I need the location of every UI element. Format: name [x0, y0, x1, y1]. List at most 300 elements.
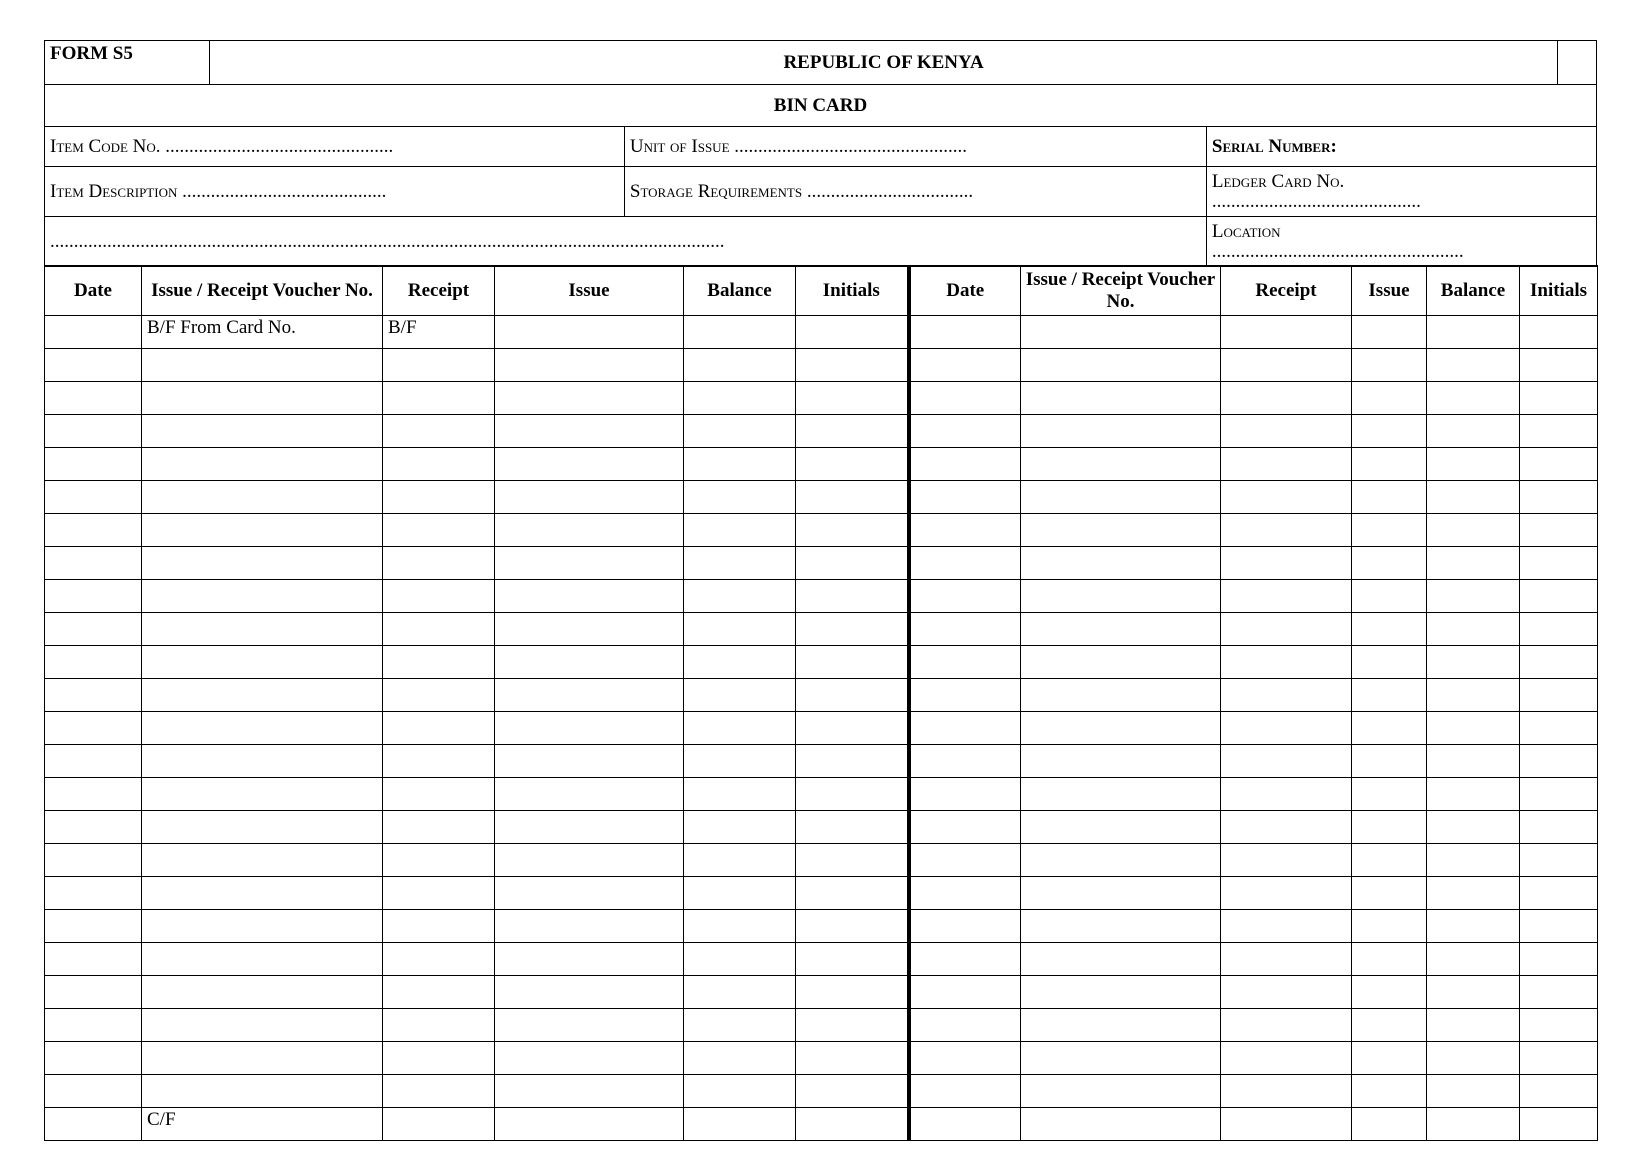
- cell-issue-left[interactable]: [495, 580, 684, 613]
- cell-issue-right[interactable]: [1352, 712, 1427, 745]
- cell-initials-right[interactable]: [1520, 382, 1598, 415]
- cell-issue-right[interactable]: [1352, 976, 1427, 1009]
- item-code-field[interactable]: Item Code No. ................................................: [45, 127, 625, 167]
- cell-date-left[interactable]: [45, 811, 142, 844]
- cell-voucher-right[interactable]: [1021, 877, 1221, 910]
- cell-balance-left[interactable]: [684, 1108, 796, 1141]
- cell-date-left[interactable]: [45, 481, 142, 514]
- cell-issue-right[interactable]: [1352, 481, 1427, 514]
- cell-initials-left[interactable]: [796, 1108, 909, 1141]
- cell-initials-left[interactable]: [796, 877, 909, 910]
- cell-receipt-left[interactable]: [383, 811, 495, 844]
- cell-receipt-right[interactable]: [1221, 481, 1352, 514]
- cell-receipt-left[interactable]: [383, 646, 495, 679]
- cell-date-right[interactable]: [909, 1009, 1021, 1042]
- cell-issue-right[interactable]: [1352, 877, 1427, 910]
- cell-date-right[interactable]: [909, 877, 1021, 910]
- cell-initials-left[interactable]: [796, 745, 909, 778]
- cell-receipt-right[interactable]: [1221, 448, 1352, 481]
- cell-balance-left[interactable]: [684, 580, 796, 613]
- cell-initials-right[interactable]: [1520, 778, 1598, 811]
- cell-initials-right[interactable]: [1520, 1108, 1598, 1141]
- cell-balance-left[interactable]: [684, 613, 796, 646]
- cell-issue-left[interactable]: [495, 910, 684, 943]
- cell-receipt-right[interactable]: [1221, 943, 1352, 976]
- cell-receipt-right[interactable]: [1221, 712, 1352, 745]
- cell-receipt-right[interactable]: [1221, 316, 1352, 349]
- cell-date-left[interactable]: [45, 646, 142, 679]
- cell-voucher-left[interactable]: [142, 778, 383, 811]
- cell-issue-left[interactable]: [495, 1042, 684, 1075]
- cell-voucher-right[interactable]: [1021, 1009, 1221, 1042]
- cell-balance-left[interactable]: [684, 745, 796, 778]
- cell-voucher-right[interactable]: [1021, 976, 1221, 1009]
- cell-initials-right[interactable]: [1520, 646, 1598, 679]
- cell-date-right[interactable]: [909, 415, 1021, 448]
- cell-balance-right[interactable]: [1427, 415, 1520, 448]
- cell-initials-left[interactable]: [796, 415, 909, 448]
- cell-date-right[interactable]: [909, 679, 1021, 712]
- cell-issue-right[interactable]: [1352, 1108, 1427, 1141]
- cell-issue-right[interactable]: [1352, 382, 1427, 415]
- cell-receipt-right[interactable]: [1221, 1108, 1352, 1141]
- cell-issue-right[interactable]: [1352, 1009, 1427, 1042]
- cell-issue-left[interactable]: [495, 481, 684, 514]
- cell-date-right[interactable]: [909, 910, 1021, 943]
- cell-date-left[interactable]: [45, 514, 142, 547]
- cell-date-right[interactable]: [909, 943, 1021, 976]
- cell-voucher-left[interactable]: [142, 976, 383, 1009]
- cell-voucher-left[interactable]: [142, 547, 383, 580]
- cell-date-right[interactable]: [909, 382, 1021, 415]
- cell-receipt-left[interactable]: [383, 580, 495, 613]
- cell-voucher-left[interactable]: [142, 679, 383, 712]
- cell-receipt-right[interactable]: [1221, 679, 1352, 712]
- cell-issue-right[interactable]: [1352, 778, 1427, 811]
- cell-voucher-right[interactable]: [1021, 778, 1221, 811]
- cell-balance-left[interactable]: [684, 910, 796, 943]
- cell-date-left[interactable]: [45, 316, 142, 349]
- cell-receipt-left[interactable]: [383, 745, 495, 778]
- cell-issue-right[interactable]: [1352, 844, 1427, 877]
- cell-issue-right[interactable]: [1352, 943, 1427, 976]
- cell-voucher-left[interactable]: B/F From Card No.: [142, 316, 383, 349]
- cell-initials-right[interactable]: [1520, 613, 1598, 646]
- cell-initials-right[interactable]: [1520, 712, 1598, 745]
- cell-receipt-left[interactable]: [383, 778, 495, 811]
- cell-initials-left[interactable]: [796, 349, 909, 382]
- unit-of-issue-field[interactable]: Unit of Issue .................................................: [624, 127, 1206, 167]
- cell-issue-right[interactable]: [1352, 547, 1427, 580]
- cell-voucher-right[interactable]: [1021, 580, 1221, 613]
- cell-balance-left[interactable]: [684, 679, 796, 712]
- cell-balance-left[interactable]: [684, 646, 796, 679]
- cell-voucher-left[interactable]: [142, 580, 383, 613]
- cell-receipt-right[interactable]: [1221, 1075, 1352, 1108]
- cell-date-left[interactable]: [45, 1009, 142, 1042]
- cell-initials-right[interactable]: [1520, 976, 1598, 1009]
- cell-receipt-right[interactable]: [1221, 415, 1352, 448]
- cell-issue-left[interactable]: [495, 1009, 684, 1042]
- cell-voucher-right[interactable]: [1021, 1075, 1221, 1108]
- cell-balance-left[interactable]: [684, 811, 796, 844]
- cell-initials-right[interactable]: [1520, 745, 1598, 778]
- cell-issue-right[interactable]: [1352, 811, 1427, 844]
- cell-balance-right[interactable]: [1427, 316, 1520, 349]
- cell-balance-right[interactable]: [1427, 349, 1520, 382]
- cell-date-right[interactable]: [909, 646, 1021, 679]
- cell-voucher-left[interactable]: [142, 844, 383, 877]
- cell-receipt-right[interactable]: [1221, 514, 1352, 547]
- cell-initials-right[interactable]: [1520, 811, 1598, 844]
- cell-balance-left[interactable]: [684, 415, 796, 448]
- cell-receipt-right[interactable]: [1221, 349, 1352, 382]
- cell-initials-left[interactable]: [796, 943, 909, 976]
- cell-receipt-right[interactable]: [1221, 877, 1352, 910]
- cell-balance-left[interactable]: [684, 547, 796, 580]
- cell-issue-left[interactable]: [495, 1108, 684, 1141]
- cell-balance-right[interactable]: [1427, 613, 1520, 646]
- cell-voucher-right[interactable]: [1021, 481, 1221, 514]
- cell-voucher-right[interactable]: [1021, 349, 1221, 382]
- cell-receipt-right[interactable]: [1221, 613, 1352, 646]
- cell-initials-right[interactable]: [1520, 877, 1598, 910]
- cell-voucher-left[interactable]: [142, 613, 383, 646]
- cell-voucher-left[interactable]: [142, 877, 383, 910]
- cell-receipt-right[interactable]: [1221, 976, 1352, 1009]
- cell-initials-right[interactable]: [1520, 679, 1598, 712]
- cell-receipt-right[interactable]: [1221, 745, 1352, 778]
- cell-receipt-left[interactable]: [383, 415, 495, 448]
- cell-balance-left[interactable]: [684, 877, 796, 910]
- cell-date-right[interactable]: [909, 1042, 1021, 1075]
- cell-initials-right[interactable]: [1520, 349, 1598, 382]
- cell-receipt-left[interactable]: [383, 910, 495, 943]
- cell-initials-right[interactable]: [1520, 547, 1598, 580]
- cell-issue-left[interactable]: [495, 415, 684, 448]
- cell-initials-right[interactable]: [1520, 1042, 1598, 1075]
- cell-date-left[interactable]: [45, 910, 142, 943]
- cell-date-left[interactable]: [45, 877, 142, 910]
- cell-initials-left[interactable]: [796, 613, 909, 646]
- cell-date-right[interactable]: [909, 811, 1021, 844]
- cell-date-right[interactable]: [909, 613, 1021, 646]
- cell-initials-left[interactable]: [796, 580, 909, 613]
- cell-issue-right[interactable]: [1352, 910, 1427, 943]
- cell-date-left[interactable]: [45, 712, 142, 745]
- serial-number-field[interactable]: Serial Number:: [1206, 127, 1596, 167]
- cell-voucher-left[interactable]: [142, 382, 383, 415]
- cell-voucher-right[interactable]: [1021, 514, 1221, 547]
- cell-initials-left[interactable]: [796, 778, 909, 811]
- cell-balance-right[interactable]: [1427, 1009, 1520, 1042]
- cell-receipt-left[interactable]: [383, 943, 495, 976]
- cell-date-left[interactable]: [45, 1075, 142, 1108]
- cell-issue-left[interactable]: [495, 316, 684, 349]
- cell-date-left[interactable]: [45, 547, 142, 580]
- item-description-field[interactable]: Item Description ...........................................: [45, 167, 625, 217]
- cell-date-left[interactable]: [45, 580, 142, 613]
- cell-date-right[interactable]: [909, 349, 1021, 382]
- cell-balance-right[interactable]: [1427, 976, 1520, 1009]
- cell-receipt-left[interactable]: [383, 679, 495, 712]
- cell-receipt-left[interactable]: [383, 1108, 495, 1141]
- cell-date-left[interactable]: [45, 349, 142, 382]
- cell-issue-left[interactable]: [495, 712, 684, 745]
- cell-receipt-left[interactable]: [383, 613, 495, 646]
- cell-date-right[interactable]: [909, 844, 1021, 877]
- cell-issue-right[interactable]: [1352, 349, 1427, 382]
- cell-issue-right[interactable]: [1352, 646, 1427, 679]
- cell-initials-left[interactable]: [796, 1009, 909, 1042]
- ledger-card-field[interactable]: [1206, 167, 1596, 217]
- cell-date-left[interactable]: [45, 415, 142, 448]
- cell-balance-left[interactable]: [684, 844, 796, 877]
- cell-receipt-left[interactable]: [383, 1009, 495, 1042]
- cell-voucher-right[interactable]: [1021, 613, 1221, 646]
- cell-voucher-right[interactable]: [1021, 316, 1221, 349]
- cell-receipt-left[interactable]: [383, 844, 495, 877]
- cell-issue-right[interactable]: [1352, 745, 1427, 778]
- cell-date-right[interactable]: [909, 481, 1021, 514]
- cell-issue-left[interactable]: [495, 1075, 684, 1108]
- cell-initials-left[interactable]: [796, 1075, 909, 1108]
- cell-voucher-right[interactable]: [1021, 943, 1221, 976]
- cell-issue-left[interactable]: [495, 976, 684, 1009]
- cell-voucher-left[interactable]: [142, 712, 383, 745]
- cell-receipt-right[interactable]: [1221, 382, 1352, 415]
- cell-date-right[interactable]: [909, 1075, 1021, 1108]
- cell-initials-right[interactable]: [1520, 415, 1598, 448]
- cell-receipt-left[interactable]: [383, 349, 495, 382]
- cell-balance-left[interactable]: [684, 349, 796, 382]
- cell-balance-right[interactable]: [1427, 844, 1520, 877]
- cell-voucher-left[interactable]: [142, 415, 383, 448]
- cell-initials-left[interactable]: [796, 646, 909, 679]
- cell-date-left[interactable]: [45, 943, 142, 976]
- cell-voucher-right[interactable]: [1021, 547, 1221, 580]
- cell-voucher-right[interactable]: [1021, 844, 1221, 877]
- cell-voucher-right[interactable]: [1021, 745, 1221, 778]
- cell-receipt-left[interactable]: [383, 481, 495, 514]
- cell-balance-left[interactable]: [684, 316, 796, 349]
- cell-issue-right[interactable]: [1352, 679, 1427, 712]
- cell-date-left[interactable]: [45, 976, 142, 1009]
- cell-balance-right[interactable]: [1427, 580, 1520, 613]
- cell-balance-right[interactable]: [1427, 910, 1520, 943]
- cell-date-left[interactable]: [45, 448, 142, 481]
- cell-date-left[interactable]: [45, 613, 142, 646]
- cell-initials-left[interactable]: [796, 976, 909, 1009]
- cell-voucher-left[interactable]: [142, 811, 383, 844]
- location-field[interactable]: [1206, 217, 1596, 267]
- cell-date-left[interactable]: [45, 778, 142, 811]
- cell-issue-left[interactable]: [495, 448, 684, 481]
- cell-date-right[interactable]: [909, 514, 1021, 547]
- cell-voucher-left[interactable]: [142, 745, 383, 778]
- cell-balance-left[interactable]: [684, 514, 796, 547]
- cell-voucher-left[interactable]: [142, 1042, 383, 1075]
- cell-initials-right[interactable]: [1520, 514, 1598, 547]
- cell-date-right[interactable]: [909, 778, 1021, 811]
- cell-receipt-right[interactable]: [1221, 844, 1352, 877]
- cell-initials-right[interactable]: [1520, 1075, 1598, 1108]
- cell-balance-right[interactable]: [1427, 1108, 1520, 1141]
- cell-issue-left[interactable]: [495, 382, 684, 415]
- cell-date-left[interactable]: [45, 1042, 142, 1075]
- cell-balance-left[interactable]: [684, 943, 796, 976]
- cell-receipt-left[interactable]: [383, 877, 495, 910]
- cell-balance-right[interactable]: [1427, 943, 1520, 976]
- cell-voucher-right[interactable]: [1021, 382, 1221, 415]
- cell-initials-left[interactable]: [796, 679, 909, 712]
- cell-balance-right[interactable]: [1427, 712, 1520, 745]
- description-continuation-field[interactable]: ..............................................................................................................................................: [45, 217, 1207, 267]
- cell-balance-right[interactable]: [1427, 877, 1520, 910]
- cell-balance-right[interactable]: [1427, 646, 1520, 679]
- cell-balance-left[interactable]: [684, 1009, 796, 1042]
- cell-voucher-left[interactable]: [142, 646, 383, 679]
- cell-balance-right[interactable]: [1427, 547, 1520, 580]
- cell-balance-left[interactable]: [684, 382, 796, 415]
- cell-voucher-left[interactable]: [142, 481, 383, 514]
- cell-balance-right[interactable]: [1427, 481, 1520, 514]
- cell-issue-left[interactable]: [495, 778, 684, 811]
- cell-receipt-left[interactable]: [383, 1042, 495, 1075]
- cell-receipt-left[interactable]: [383, 448, 495, 481]
- cell-balance-left[interactable]: [684, 712, 796, 745]
- cell-voucher-left[interactable]: C/F: [142, 1108, 383, 1141]
- cell-receipt-left[interactable]: [383, 382, 495, 415]
- cell-date-right[interactable]: [909, 976, 1021, 1009]
- cell-voucher-right[interactable]: [1021, 679, 1221, 712]
- cell-initials-left[interactable]: [796, 1042, 909, 1075]
- cell-receipt-right[interactable]: [1221, 778, 1352, 811]
- cell-issue-left[interactable]: [495, 877, 684, 910]
- cell-voucher-left[interactable]: [142, 448, 383, 481]
- cell-issue-left[interactable]: [495, 943, 684, 976]
- cell-issue-left[interactable]: [495, 514, 684, 547]
- cell-date-right[interactable]: [909, 580, 1021, 613]
- cell-receipt-left[interactable]: [383, 712, 495, 745]
- cell-voucher-right[interactable]: [1021, 910, 1221, 943]
- cell-issue-left[interactable]: [495, 679, 684, 712]
- cell-balance-left[interactable]: [684, 778, 796, 811]
- cell-receipt-right[interactable]: [1221, 580, 1352, 613]
- cell-initials-left[interactable]: [796, 910, 909, 943]
- cell-voucher-right[interactable]: [1021, 712, 1221, 745]
- cell-receipt-right[interactable]: [1221, 811, 1352, 844]
- cell-initials-right[interactable]: [1520, 943, 1598, 976]
- cell-initials-left[interactable]: [796, 811, 909, 844]
- cell-initials-right[interactable]: [1520, 481, 1598, 514]
- cell-initials-left[interactable]: [796, 382, 909, 415]
- cell-date-right[interactable]: [909, 1108, 1021, 1141]
- cell-voucher-left[interactable]: [142, 349, 383, 382]
- cell-initials-left[interactable]: [796, 712, 909, 745]
- cell-issue-right[interactable]: [1352, 448, 1427, 481]
- cell-receipt-right[interactable]: [1221, 1009, 1352, 1042]
- cell-date-left[interactable]: [45, 745, 142, 778]
- cell-receipt-left[interactable]: [383, 1075, 495, 1108]
- cell-issue-left[interactable]: [495, 613, 684, 646]
- cell-initials-left[interactable]: [796, 547, 909, 580]
- cell-initials-left[interactable]: [796, 481, 909, 514]
- cell-issue-left[interactable]: [495, 844, 684, 877]
- cell-date-left[interactable]: [45, 382, 142, 415]
- cell-initials-left[interactable]: [796, 514, 909, 547]
- cell-issue-right[interactable]: [1352, 580, 1427, 613]
- cell-date-left[interactable]: [45, 844, 142, 877]
- cell-voucher-right[interactable]: [1021, 1042, 1221, 1075]
- cell-voucher-right[interactable]: [1021, 811, 1221, 844]
- cell-issue-left[interactable]: [495, 811, 684, 844]
- cell-voucher-right[interactable]: [1021, 448, 1221, 481]
- cell-balance-right[interactable]: [1427, 382, 1520, 415]
- cell-balance-right[interactable]: [1427, 778, 1520, 811]
- cell-receipt-left[interactable]: [383, 514, 495, 547]
- cell-date-left[interactable]: [45, 1108, 142, 1141]
- cell-issue-right[interactable]: [1352, 316, 1427, 349]
- cell-initials-left[interactable]: [796, 844, 909, 877]
- cell-balance-left[interactable]: [684, 1075, 796, 1108]
- cell-initials-right[interactable]: [1520, 844, 1598, 877]
- cell-receipt-right[interactable]: [1221, 1042, 1352, 1075]
- cell-initials-right[interactable]: [1520, 1009, 1598, 1042]
- cell-voucher-left[interactable]: [142, 1075, 383, 1108]
- cell-receipt-left[interactable]: B/F: [383, 316, 495, 349]
- cell-date-right[interactable]: [909, 547, 1021, 580]
- cell-balance-left[interactable]: [684, 481, 796, 514]
- cell-initials-right[interactable]: [1520, 316, 1598, 349]
- cell-balance-right[interactable]: [1427, 448, 1520, 481]
- cell-issue-left[interactable]: [495, 349, 684, 382]
- cell-issue-right[interactable]: [1352, 415, 1427, 448]
- cell-issue-right[interactable]: [1352, 1075, 1427, 1108]
- cell-balance-left[interactable]: [684, 448, 796, 481]
- cell-initials-right[interactable]: [1520, 448, 1598, 481]
- cell-date-right[interactable]: [909, 745, 1021, 778]
- cell-voucher-left[interactable]: [142, 1009, 383, 1042]
- cell-balance-right[interactable]: [1427, 745, 1520, 778]
- cell-balance-right[interactable]: [1427, 1075, 1520, 1108]
- cell-issue-right[interactable]: [1352, 514, 1427, 547]
- cell-initials-right[interactable]: [1520, 910, 1598, 943]
- cell-issue-left[interactable]: [495, 547, 684, 580]
- cell-receipt-right[interactable]: [1221, 547, 1352, 580]
- cell-date-right[interactable]: [909, 448, 1021, 481]
- cell-issue-right[interactable]: [1352, 1042, 1427, 1075]
- cell-voucher-right[interactable]: [1021, 646, 1221, 679]
- cell-balance-right[interactable]: [1427, 679, 1520, 712]
- cell-receipt-left[interactable]: [383, 976, 495, 1009]
- cell-initials-left[interactable]: [796, 448, 909, 481]
- cell-voucher-left[interactable]: [142, 910, 383, 943]
- cell-balance-left[interactable]: [684, 1042, 796, 1075]
- cell-initials-left[interactable]: [796, 316, 909, 349]
- cell-date-right[interactable]: [909, 316, 1021, 349]
- cell-receipt-right[interactable]: [1221, 646, 1352, 679]
- cell-date-right[interactable]: [909, 712, 1021, 745]
- storage-requirements-field[interactable]: Storage Requirements ...................................: [624, 167, 1206, 217]
- cell-voucher-left[interactable]: [142, 514, 383, 547]
- cell-voucher-right[interactable]: [1021, 1108, 1221, 1141]
- cell-receipt-right[interactable]: [1221, 910, 1352, 943]
- cell-receipt-left[interactable]: [383, 547, 495, 580]
- cell-issue-left[interactable]: [495, 745, 684, 778]
- cell-date-left[interactable]: [45, 679, 142, 712]
- cell-initials-right[interactable]: [1520, 580, 1598, 613]
